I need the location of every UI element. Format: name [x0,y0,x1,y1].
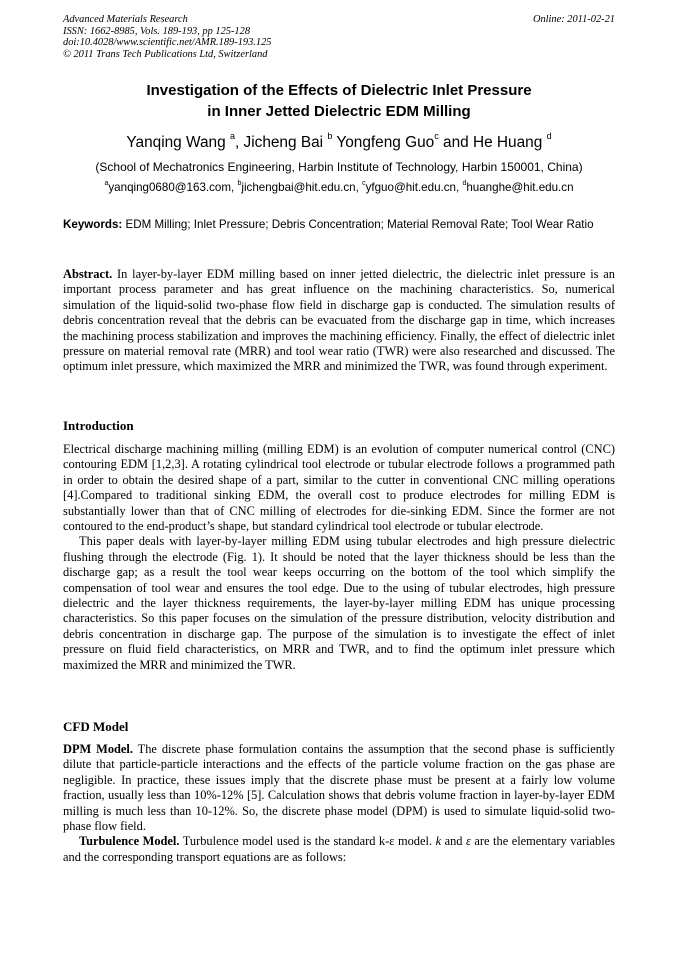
author-superscript: d [546,131,552,141]
email-address: yanqing0680@163.com, [108,181,238,194]
email-superscript: b [237,180,242,187]
issn-line: ISSN: 1662-8985, Vols. 189-193, pp 125-128 [63,25,251,37]
turbulence-text: Turbulence model used is the standard k-ε model. [179,834,436,849]
author-superscript: a [229,131,235,141]
journal-header [63,14,615,60]
section-heading-introduction: Introduction [63,418,134,433]
cfd-body [63,742,615,865]
journal-name: Advanced Materials Research [63,14,188,25]
turbulence-paragraph [63,834,615,865]
turbulence-text: and [441,834,466,849]
email-address: yfguo@hit.edu.cn, [365,181,463,194]
author-list [0,131,678,152]
keywords [63,217,615,232]
turbulence-label: Turbulence Model. [79,834,180,849]
abstract [63,267,615,375]
variable-k: k [435,834,442,849]
abstract-text: In layer-by-layer EDM milling based on inner jetted dielectric, the dielectric inlet pressure is an important process parameter and has great influence on the machining characteristics. So, numerical simulation of the liquid-solid two-phase flow field in discharge gap is conducted. The simulation results of debris concentration reveal that the debris can be evacuated from the discharge gap in time, which increases the machining process stabilization and improves the machining efficiency. Finally, the effect of dielectric inlet pressure on material removal rate (MRR) and tool wear ratio (TWR) were also researched and discussed. The optimum inlet pressure, which maximized the MRR and minimized the TWR, was found through experiment. [63,267,615,374]
title-line-1: Investigation of the Effects of Dielectric Inlet Pressure [146,82,532,99]
keywords-label: Keywords: [63,218,123,231]
keywords-text: EDM Milling; Inlet Pressure; Debris Concentration; Material Removal Rate; Tool Wear Ratio [122,218,594,231]
intro-paragraph-1: Electrical discharge machining milling (milling EDM) is an evolution of computer numerical control (CNC) contouring EDM [1,2,3]. A rotating cylindrical tool electrode or tubular electrode follows a programmed path in order to obtain the desired shape of a part, similar to the cutter in conventional CNC milling operations [4].Compared to traditional sinking EDM, the overall cost to produce electrodes for milling EDM is substantially lower than that of CNC milling of electrodes for die-sinking EDM. Since the former are not contoured to the end-product’s shape, but standard cylindrical tool electrode or tubular electrode. [63,442,615,534]
copyright-line: © 2011 Trans Tech Publications Ltd, Switzerland [63,48,268,60]
email-superscript: d [462,180,467,187]
dpm-label: DPM Model. [63,742,133,756]
author-emails [0,180,678,194]
title-line-2: in Inner Jetted Dielectric EDM Milling [207,103,471,120]
intro-paragraph-2: This paper deals with layer-by-layer milling EDM using tubular electrodes and high pressure dielectric flushing through the electrode (Fig. 1). It should be noted that the layer thickness should be less than the discharge gap; as a result the tool wear keeps occurring on the bottom of the tool which simplify the compensation of tool wear and ensures the tool edge. Due to the using of tubular electrodes, high pressure dielectric and the layer thickness requirements, the layer-by-layer milling EDM has unique processing characteristics. So this paper focuses on the simulation of the pressure distribution, velocity distribution and debris concentration in discharge gap. The purpose of the simulation is to investigate the effect of inlet pressure on fluid field characteristics, on MRR and TWR, and to find the optimum inlet pressure which maximized the MRR and minimized the TWR. [63,534,615,672]
email-superscript: a [104,180,109,187]
author-superscript: c [434,131,439,141]
author-superscript: b [327,131,333,141]
abstract-label: Abstract. [63,267,113,281]
dpm-paragraph [63,742,615,834]
affiliation: (School of Mechatronics Engineering, Harbin Institute of Technology, Harbin 150001, China) [95,160,583,174]
introduction-body [63,442,615,673]
email-address: jichengbai@hit.edu.cn, [241,181,363,194]
author-name: Yanqing Wang [126,134,226,151]
turbulence-text: are the elementary variables and the corresponding transport equations are as follows: [63,834,615,864]
author-name: , Jicheng Bai [234,134,324,151]
paper-title [0,80,678,122]
email-address: huanghe@hit.edu.cn [466,181,574,194]
section-heading-cfd: CFD Model [63,719,129,734]
dpm-text: The discrete phase formulation contains the assumption that the second phase is sufficiently dilute that particle-particle interactions and the effects of the particle volume fraction on the gas phase are negligible. In practice, these issues imply that the discrete phase must be present at a fairly low volume fraction, usually less than 10%-12% [5]. Calculation shows that debris volume fraction in layer-by-layer EDM milling is much less than 10-12%. So, the discrete phase model (DPM) is used to simulate liquid-solid two-phase flow field. [63,742,615,834]
author-name: Yongfeng Guo [332,134,435,151]
online-date: Online: 2011-02-21 [532,14,615,25]
variable-epsilon: ε [466,834,471,849]
email-superscript: c [362,180,366,187]
doi-line: doi:10.4028/www.scientific.net/AMR.189-193.125 [63,37,272,49]
author-name: and He Huang [438,134,543,151]
